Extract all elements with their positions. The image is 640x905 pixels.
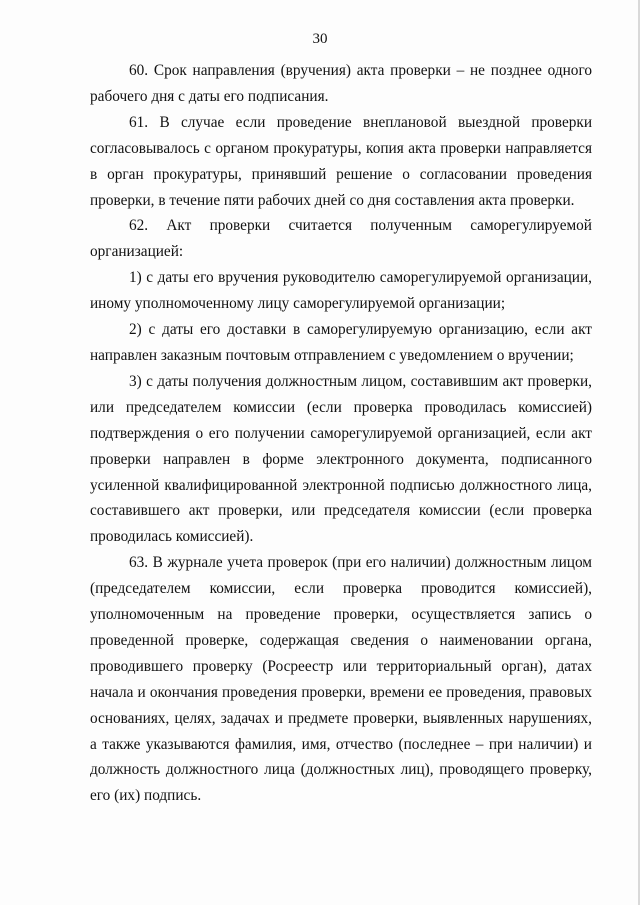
document-body <box>90 58 592 809</box>
paragraph-62-item-1: 1) с даты его вручения руководителю саморегулируемой организации, иному уполномоченному лицу саморегулируемой организации; <box>90 269 592 313</box>
paragraph-62: 62. Акт проверки считается полученным саморегулируемой организацией: <box>90 217 592 261</box>
paragraph-61: 61. В случае если проведение внеплановой выездной проверки согласовывалось с органом прокуратуры, копия акта проверки направляется в орган прокуратуры, принявший решение о согласовании проведения проверки, в течение пяти рабочих дней со дня составления акта проверки. <box>90 113 592 209</box>
page-number: 30 <box>312 31 328 47</box>
paragraph-60: 60. Срок направления (вручения) акта проверки – не позднее одного рабочего дня с даты его подписания. <box>90 62 592 105</box>
paragraph-62-item-2: 2) с даты его доставки в саморегулируемую организацию, если акт направлен заказным почтовым отправлением с уведомлением о вручении; <box>90 321 592 364</box>
paragraph-63: 63. В журнале учета проверок (при его наличии) должностным лицом (председателем комиссии, если проверка проводится комиссией), уполномоченным на проведение проверки, осуществляется запись о проведенной проверке, содержащая сведения о наименовании органа, проводившего проверку (Росреестр или территориальный орган), датах начала и окончания проведения проверки, времени ее проведения, правовых основаниях, целях, задачах и предмете проверки, выявленных нарушениях, а также указываются фамилия, имя, отчество (последнее – при наличии) и должность должностного лица (должностных лиц), проводящего проверку, его (их) подпись. <box>90 554 592 805</box>
paragraph-62-item-3: 3) с даты получения должностным лицом, составившим акт проверки, или председателем комиссии (если проверка проводилась комиссией) подтверждения о его получении саморегулируемой организацией, если акт проверки направлен в форме электронного документа, подписанного усиленной квалифицированной электронной подписью должностного лица, составившего акт проверки, или председателя комиссии (если проверка проводилась комиссией). <box>90 372 592 546</box>
